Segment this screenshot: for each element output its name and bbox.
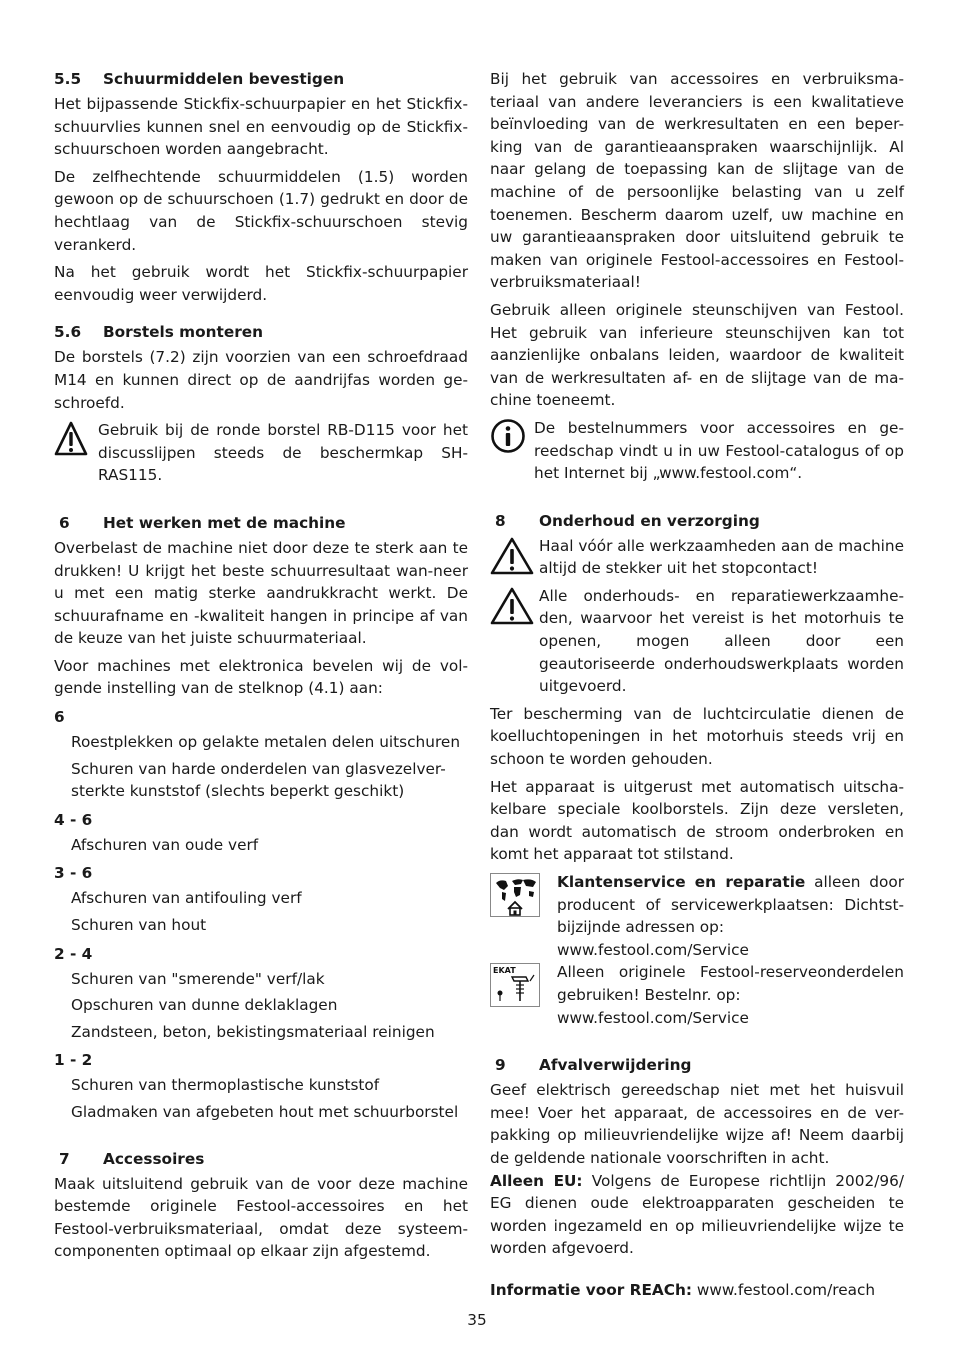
warning-triangle-icon	[54, 420, 88, 458]
paragraph: Maak uitsluitend gebruik van de voor deze machine bestemde originele Festool-accessoires en het Festool-verbruiksmateriaal, omdat deze systeem-componenten optimaal op elkaar zijn afgestemd.	[54, 1174, 468, 1261]
list-item: Schuren van "smerende" verf/lak	[71, 969, 325, 988]
section-heading-6: 6 Het werken met de machine	[59, 513, 346, 532]
section-heading-9: 9 Afvalverwijdering	[495, 1056, 692, 1075]
setting-level-label: 4 - 6	[54, 810, 93, 829]
right-column	[490, 68, 904, 1307]
world-map-house-icon	[490, 873, 540, 917]
section-heading-8: 8 Onderhoud en verzorging	[495, 511, 760, 530]
spare-parts-note: EKAT Alleen originele Festool-reserveonderdelen gebruiken! Bestelnr. op: www.festool.com/Service	[490, 961, 904, 1029]
paragraph: De zelfhechtende schuurmiddelen (1.5) worden gewoon op de schuurschoen (1.7) gedrukt en door de hechtlaag van de Stickfix-schuurschoen stevig verankerd.	[54, 167, 468, 254]
service-note: Klantenservice en reparatie alleen door producent of servicewerkplaatsen: Dichtst-bijzijnde adressen op: www.festool.com/Service	[490, 871, 904, 961]
paragraph: Bij het gebruik van accessoires en verbruiksma-teriaal van andere leveranciers is een kwalitatieve beïnvloeding van de werkresultaten en een beper-king van de garantieaanspraken waarschijnlijk. Al naar gelang de toepassing kan de slijtage van de machine of de persoonlijke belasting van u zelf toenemen. Bescherm daarom uzelf, uw machine en uw garantieaanspraken door uitsluitend gebruik te maken van originele Festool-accessoires en Festool-verbruiksmateriaal!	[490, 70, 904, 292]
section-heading-5-5: 5.5 Schuurmiddelen bevestigen	[54, 70, 345, 88]
list-item: Afschuren van oude verf	[71, 835, 259, 854]
paragraph: Het apparaat is uitgerust met automatisch uitscha-kelbare speciale koolborstels. Zijn deze versleten, dan wordt automatisch de stroom onderbroken en komt het apparaat tot stilstand.	[490, 777, 904, 864]
paragraph: Gebruik alleen originele steunschijven van Festool. Het gebruik van inferieure steunschijven kan tot aanzienlijke onbalans leiden, waardoor de kwaliteit van de werkresultaten af- en de slijtage van de ma-chine toeneemt.	[490, 300, 904, 410]
warning-note: Alle onderhouds- en reparatiewerkzaamhe-den, waarvoor het vereist is het motorhuis te openen, mogen alleen door een geautoriseerde onderhoudswerkplaats worden uitgevoerd.	[490, 585, 904, 698]
list-item: Schuren van harde onderdelen van glasvezelver-sterkte kunststof (slechts beperkt geschikt)	[71, 759, 446, 801]
paragraph: Het bijpassende Stickfix-schuurpapier en het Stickfix-schuurvlies kunnen snel en eenvoudig op de Stickfix-schuurschoen worden aangebracht.	[54, 95, 468, 159]
svg-text:EKAT: EKAT	[493, 966, 516, 976]
info-note: De bestelnummers voor accessoires en ge-reedschap vindt u in uw Festool-catalogus of op het Internet bij „www.festool.com“.	[490, 417, 904, 485]
list-item: Gladmaken van afgebeten hout met schuurborstel	[71, 1103, 459, 1121]
section-heading-7: 7 Accessoires	[59, 1149, 205, 1168]
list-item: Roestplekken op gelakte metalen delen uitschuren	[71, 733, 461, 752]
ekat-spare-parts-icon	[490, 963, 540, 1007]
service-url[interactable]: www.festool.com/Service	[557, 940, 749, 959]
warning-note: Gebruik bij de ronde borstel RB-D115 voor het discusslijpen steeds de beschermkap SH-RAS115.	[54, 419, 468, 487]
list-item: Zandsteen, beton, bekistingsmateriaal reinigen	[71, 1022, 435, 1041]
paragraph: Voor machines met elektronica bevelen wij de vol-gende instelling van de stelknop (4.1) aan:	[54, 656, 468, 698]
warning-triangle-icon	[490, 586, 534, 626]
paragraph: Overbelast de machine niet door deze te sterk aan te drukken! U krijgt het beste schuurresultaat wan-neer u met een matig sterke aandrukkracht werkt. De schuurafname en -kwaliteit hangen in principe af van de keuze van het juiste schuurmateriaal.	[54, 538, 468, 648]
left-column	[54, 68, 468, 1268]
list-item: Afschuren van antifouling verf	[71, 889, 302, 908]
parts-url[interactable]: www.festool.com/Service	[557, 1008, 749, 1027]
paragraph: Geef elektrisch gereedschap niet met het huisvuil mee! Voer het apparaat, de accessoires en de ver-pakking op milieuvriendelijke wijze af! Neem daarbij de geldende nationale voorschriften in acht.	[490, 1081, 904, 1167]
paragraph: Ter bescherming van de luchtcirculatie dienen de koelluchtopeningen in het motorhuis steeds vrij en schoon te worden gehouden.	[490, 704, 904, 769]
list-item: Schuren van thermoplastische kunststof	[71, 1076, 380, 1095]
eu-paragraph: Alleen EU: Volgens de Europese richtlijn 2002/96/ EG dienen oude elektroapparaten gescheiden te worden ingezameld en op milieuvriendelijke wijze te worden afgevoerd.	[490, 1171, 904, 1258]
page-number: 35	[467, 1311, 487, 1329]
setting-level-label: 1 - 2	[54, 1051, 93, 1070]
reach-info: Informatie voor REACh: www.festool.com/reach	[490, 1280, 876, 1299]
list-item: Opschuren van dunne deklaklagen	[71, 996, 338, 1015]
setting-level-label: 3 - 6	[54, 864, 93, 883]
warning-triangle-icon	[490, 536, 534, 576]
paragraph: De borstels (7.2) zijn voorzien van een schroefdraad M14 en kunnen direct op de aandrijfas worden ge-schroefd.	[54, 348, 468, 412]
warning-note: Haal vóór alle werkzaamheden aan de machine altijd de stekker uit het stopcontact!	[490, 535, 904, 580]
section-heading-5-6: 5.6 Borstels monteren	[54, 323, 264, 342]
paragraph: Na het gebruik wordt het Stickfix-schuurpapier eenvoudig weer verwijderd.	[54, 263, 468, 304]
setting-level-label: 2 - 4	[54, 944, 93, 963]
list-item: Schuren van hout	[71, 916, 207, 935]
info-icon	[490, 418, 526, 454]
setting-level-label: 6	[54, 708, 65, 727]
